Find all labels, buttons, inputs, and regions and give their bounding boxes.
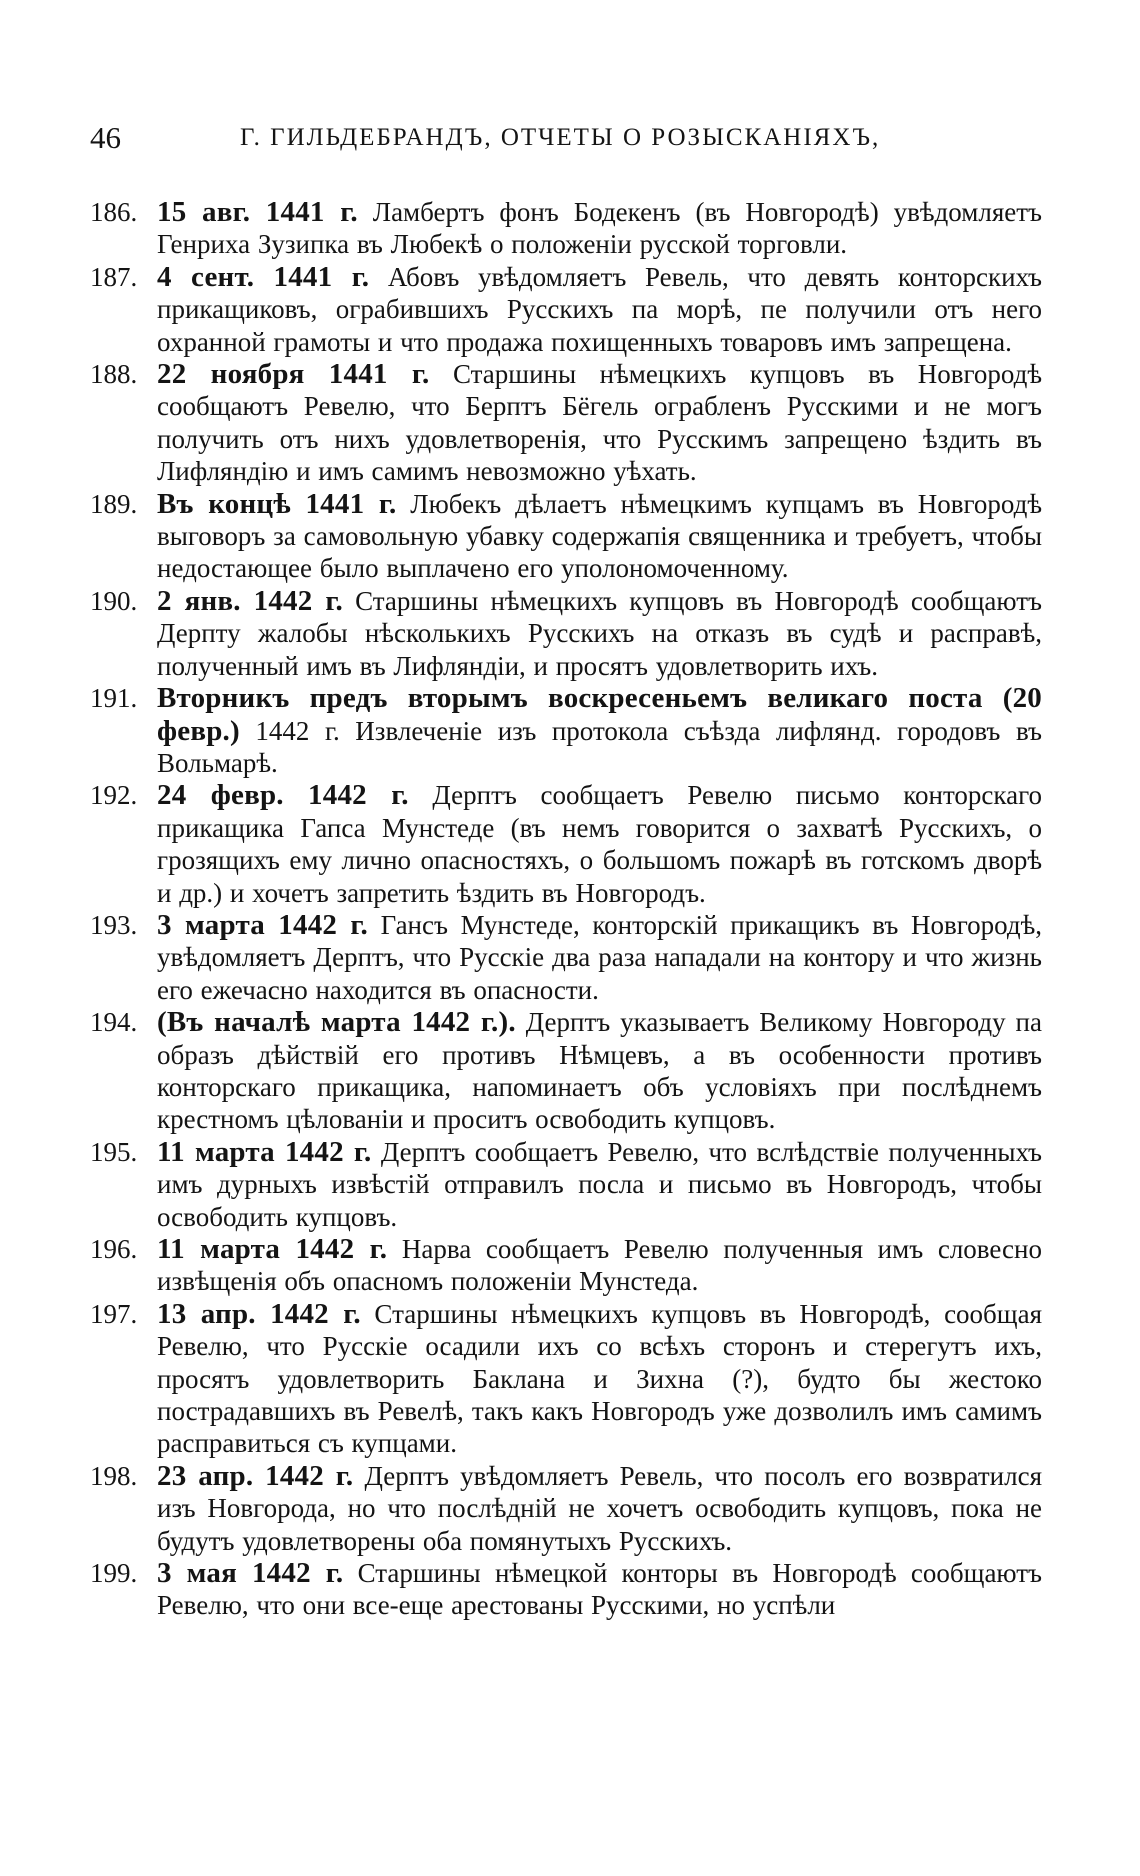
entry-date: 24 февр. 1442 г. (157, 779, 409, 812)
entry-number: 187. (90, 261, 138, 292)
entry-text: Дерптъ сообщаетъ Ревелю, что вслѣдствіе полученныхъ имъ дурныхъ извѣстій отправилъ посла и письмо въ Новгородъ, чтобы освободить купцовъ. (157, 1136, 1042, 1232)
entry-text: Старшины нѣмецкихъ купцовъ въ Новгородѣ, сообщая Ревелю, что Русскіе осадили ихъ со всѣхъ сторонъ и стерегутъ ихъ, просятъ удовлетворить Баклана и Зихна (?), будто бы жестоко пострадавшихъ въ Ревелѣ, такъ какъ Новгородъ уже дозволилъ имъ самимъ расправиться съ купцами. (157, 1298, 1042, 1459)
entry-text: Дерптъ сообщаетъ Ревелю письмо конторскаго прикащика Гапса Мунстеде (въ немъ говорится о захватѣ Русскихъ, о грозящихъ ему лично опасностяхъ, о большомъ пожарѣ въ готскомъ дворѣ и др.) и хочетъ запретить ѣздить въ Новгородъ. (157, 780, 1042, 908)
entry-date: 13 апр. 1442 г. (157, 1297, 361, 1330)
entry-number: 189. (90, 488, 138, 519)
entry-text: Старшины нѣмецкой конторы въ Новгородѣ сообщаютъ Ревелю, что они все-еще арестованы Русскими, но успѣли (157, 1558, 1043, 1621)
entry-196 (0, 1233, 1140, 1298)
page-number: 46 (90, 120, 121, 155)
entry-198 (0, 1460, 1140, 1557)
entry-193 (0, 909, 1140, 1006)
entry-list (0, 196, 1140, 1622)
entry-date: 11 марта 1442 г. (157, 1233, 388, 1265)
entry-number: 194. (90, 1007, 138, 1038)
entry-text: Гансъ Мунстеде, конторскій прикащикъ въ Новгородѣ, увѣдомляетъ Дерптъ, что Русскіе два раза нападали на контору и что жизнь его ежечасно находится въ опасности. (157, 909, 1042, 1005)
running-head: Г. ГИЛЬДЕБРАНДЪ, ОТЧЕТЫ О РОЗЫСКАНІЯХЪ, (240, 124, 881, 151)
entry-186 (0, 196, 1140, 261)
entry-date: (Въ началѣ марта 1442 г.). (157, 1006, 516, 1039)
entry-date: 3 мая 1442 г. (157, 1557, 344, 1590)
entry-number: 186. (90, 197, 138, 227)
entry-number: 196. (90, 1234, 138, 1264)
entry-text: Дерптъ указываетъ Великому Новгороду па образъ дѣйствій его противъ Нѣмцевъ, а въ особенности противъ конторскаго прикащика, напоминаетъ объ условіяхъ при послѣднемъ крестномъ цѣлованіи и проситъ освободить купцовъ. (157, 1007, 1042, 1135)
entry-date: 22 ноября 1441 г. (157, 358, 430, 391)
entry-date: Вторникъ предъ вторымъ воскресеньемъ великаго поста (20 февр.) (157, 682, 1042, 747)
entry-number: 188. (90, 359, 138, 390)
entry-text: Ламбертъ фонъ Бодекенъ (въ Новгородѣ) увѣдомляетъ Генриха Зузипка въ Любекѣ о положеніи русской торговли. (157, 197, 1042, 260)
entry-text: Старшины нѣмецкихъ купцовъ въ Новгородѣ сообщаютъ Ревелю, что Берптъ Бёгель ограбленъ Русскими и не могъ получить отъ нихъ удовлетворенія, что Русскимъ запрещено ѣздить въ Лифляндію и имъ самимъ невозможно уѣхать. (157, 359, 1042, 487)
entry-number: 197. (90, 1298, 138, 1329)
entry-187 (0, 261, 1140, 358)
entry-text: Дерптъ увѣдомляетъ Ревель, что посолъ его возвратился изъ Новгорода, но что послѣдній не хочетъ освободить купцовъ, пока не будутъ удовлетворены оба помянутыхъ Русскихъ. (157, 1460, 1042, 1556)
entry-date: 2 янв. 1442 г. (157, 584, 343, 617)
entry-number: 192. (90, 780, 138, 811)
entry-number: 195. (90, 1136, 138, 1167)
entry-number: 198. (90, 1460, 138, 1491)
entry-text: Нарва сообщаетъ Ревелю полученныя имъ словесно извѣщенія объ опасномъ положеніи Мунстеда. (157, 1234, 1042, 1297)
entry-194 (0, 1006, 1140, 1136)
entry-191 (0, 682, 1140, 779)
page-header (90, 118, 1050, 158)
entry-date: 23 апр. 1442 г. (157, 1459, 354, 1492)
entry-date: 15 авг. 1441 г. (157, 196, 358, 228)
entry-189 (0, 488, 1140, 585)
entry-188 (0, 358, 1140, 488)
entry-number: 193. (90, 909, 138, 940)
entry-number: 199. (90, 1558, 138, 1589)
entry-date: 4 сент. 1441 г. (157, 260, 370, 293)
entry-197 (0, 1298, 1140, 1460)
entry-text: Любекъ дѣлаетъ нѣмецкимъ купцамъ въ Новгородѣ выговоръ за самовольную убавку содержапія священника и требуетъ, чтобы недостающее было выплачено его уполономоченному. (157, 488, 1042, 584)
entry-text: Старшины нѣмецкихъ купцовъ въ Новгородѣ сообщаютъ Дерпту жалобы нѣсколькихъ Русскихъ на отказъ въ судѣ и расправѣ, полученный имъ въ Лифляндіи, и просятъ удовлетворить ихъ. (157, 585, 1042, 681)
entry-number: 190. (90, 585, 138, 616)
entry-text: 1442 г. Извлеченіе изъ протокола съѣзда лифлянд. городовъ въ Вольмарѣ. (157, 715, 1042, 778)
entry-195 (0, 1136, 1140, 1233)
entry-date: Въ концѣ 1441 г. (157, 487, 397, 520)
entry-number: 191. (90, 683, 138, 714)
entry-190 (0, 585, 1140, 682)
entry-199 (0, 1557, 1140, 1622)
entry-text: Абовъ увѣдомляетъ Ревель, что девять конторскихъ прикащиковъ, ограбившихъ Русскихъ па морѣ, пе получили отъ него охранной грамоты и что продажа похищенныхъ товаровъ имъ запрещена. (157, 261, 1042, 357)
entry-date: 3 марта 1442 г. (157, 908, 368, 941)
entry-192 (0, 779, 1140, 909)
entry-date: 11 марта 1442 г. (157, 1135, 372, 1168)
